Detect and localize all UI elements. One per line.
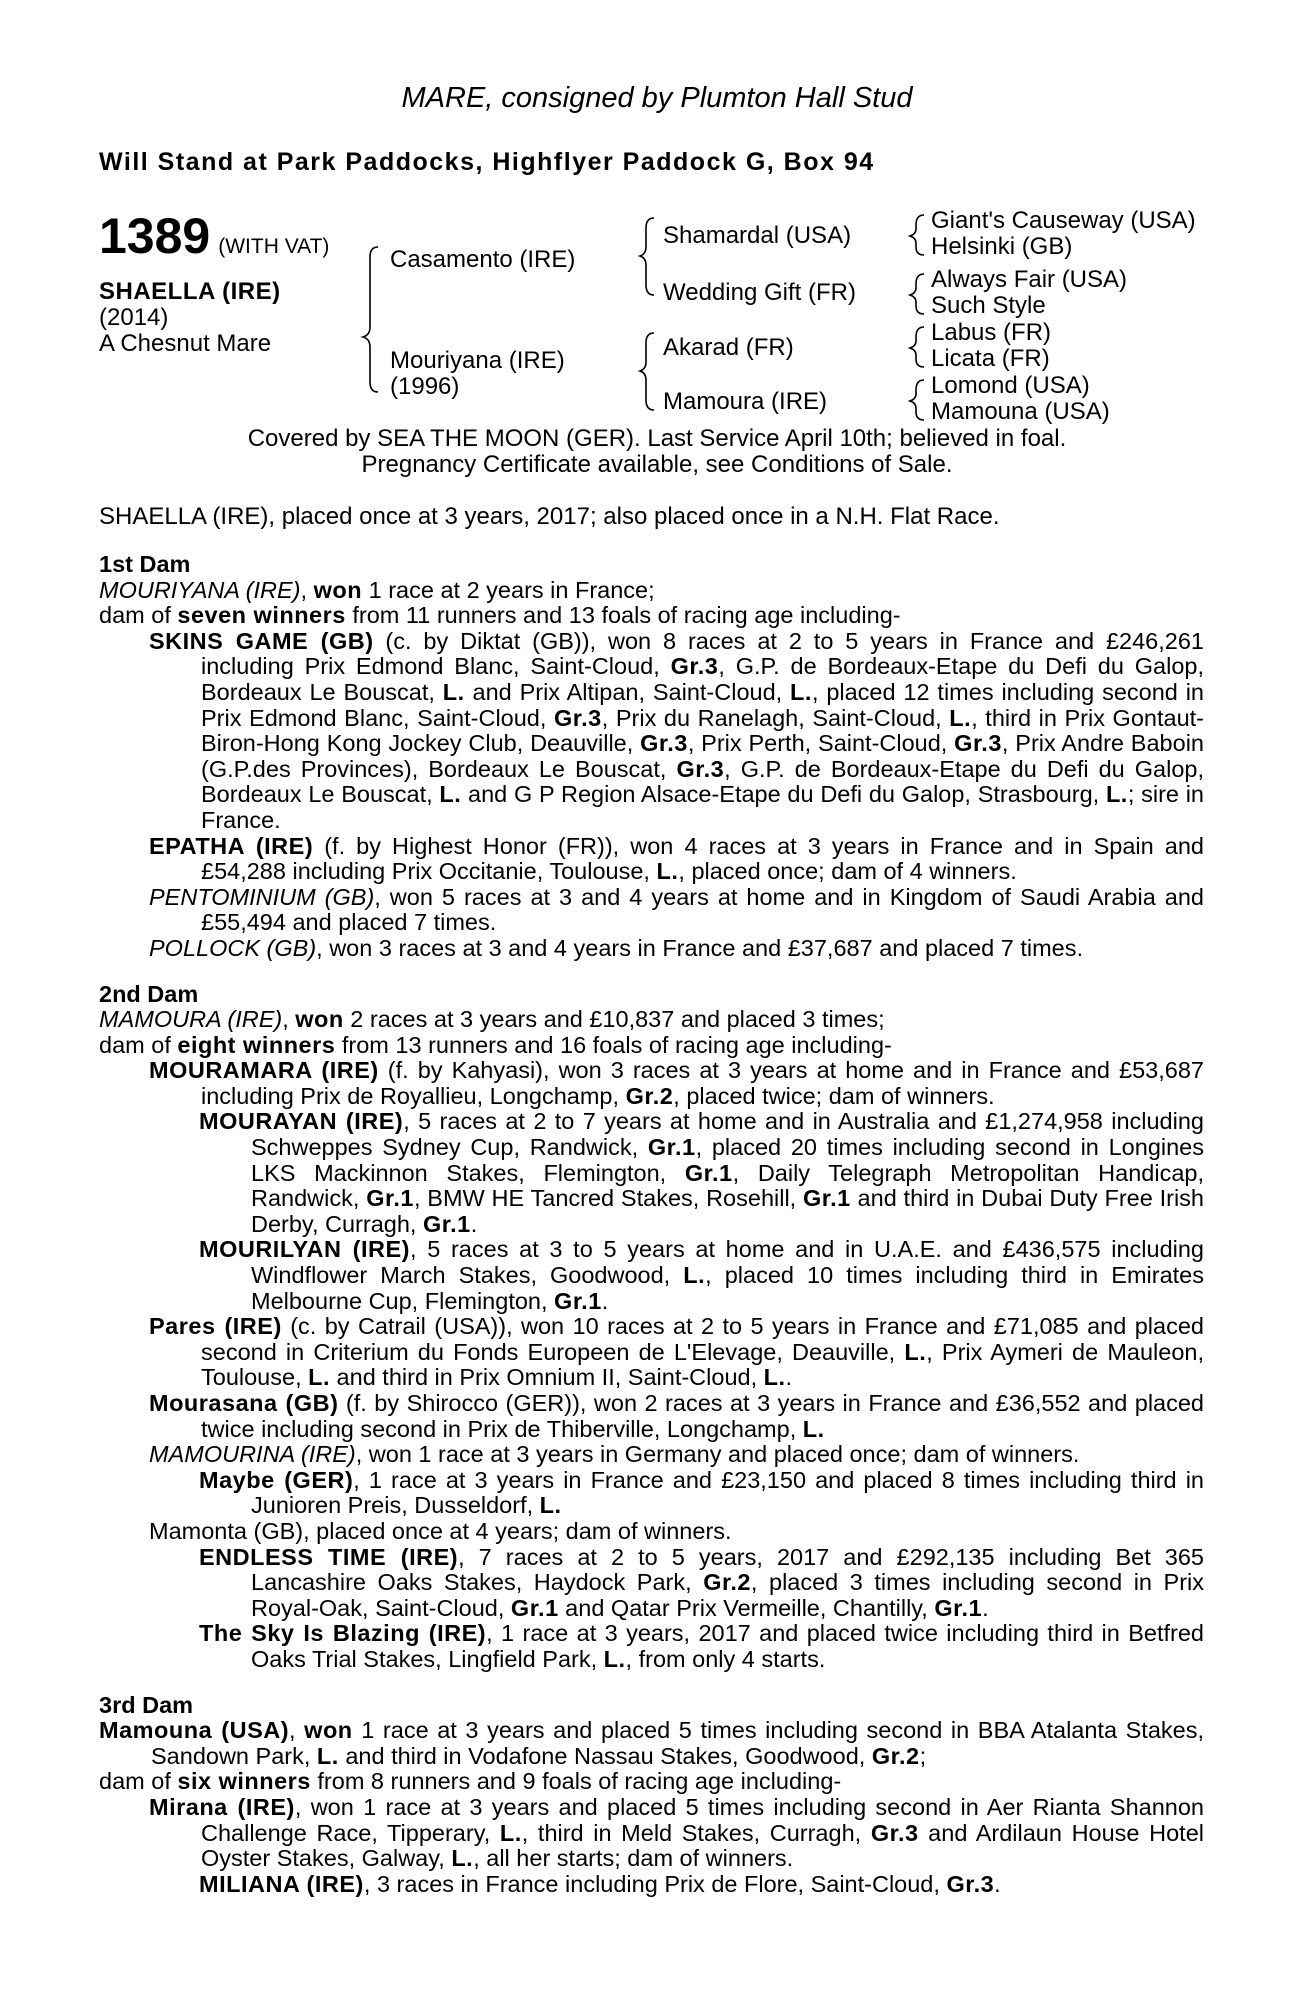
dam-dam-name: Mamoura (IRE) bbox=[663, 388, 828, 415]
great-grandparent-2: Helsinki (GB) bbox=[931, 233, 1073, 260]
great-grandparent-6: Licata (FR) bbox=[931, 345, 1050, 372]
entry-endless-time: ENDLESS TIME (IRE), 7 races at 2 to 5 years, 2017 and £292,135 including Bet 365 Lancashire Oaks Stakes, Haydock Park, Gr.2, placed 3 times including second in Prix Royal-Oak, Saint-Cloud, Gr.1 and Qatar Prix Vermeille, Chantilly, Gr.1. bbox=[199, 1543, 1205, 1621]
race-summary: SHAELLA (IRE), placed once at 3 years, 2017; also placed once in a N.H. Flat Race. bbox=[99, 503, 1000, 530]
entry-maybe: Maybe (GER), 1 race at 3 years in France and £23,150 and placed 8 times including third in Junioren Preis, Dusseldorf, L. bbox=[199, 1466, 1204, 1519]
entry-epatha: EPATHA (IRE) (f. by Highest Honor (FR)), won 4 races at 3 years in France and in Spain and £54,288 including Prix Occitanie, Toulouse, L., placed once; dam of 4 winners. bbox=[149, 832, 1204, 885]
second-dam-produce-line: dam of eight winners from 13 runners and 16 foals of racing age including- bbox=[99, 1031, 892, 1058]
second-dam-heading: 2nd Dam bbox=[99, 980, 199, 1007]
dam-year: (1996) bbox=[390, 373, 460, 400]
entry-mourasana: Mourasana (GB) (f. by Shirocco (GER)), won 2 races at 3 years in France and £36,552 and placed twice including second in Prix de Thiberville, Longchamp, L. bbox=[149, 1390, 1204, 1442]
entry-mamonta: Mamonta (GB), placed once at 4 years; dam of winners. bbox=[149, 1517, 732, 1544]
entry-skins-game: SKINS GAME (GB) (c. by Diktat (GB)), won 8 races at 2 to 5 years in France and £246,261 including Prix Edmond Blanc, Saint-Cloud, Gr.3, G.P. de Bordeaux-Etape du Defi du Galop, Bordeaux Le Bouscat, L. and Prix Altipan, Saint-Cloud, L., placed 12 times including second in Prix Edmond Blanc, Saint-Cloud, Gr.3, Prix du Ranelagh, Saint-Cloud, L., third in Prix Gontaut-Biron-Hong Kong Jockey Club, Deauville, Gr.3, Prix Perth, Saint-Cloud, Gr.3, Prix Andre Baboin (G.P.des Provinces), Bordeaux Le Bouscat, Gr.3, G.P. de Bordeaux-Etape du Defi du Galop, Bordeaux Le Bouscat, L. and G P Region Alsace-Etape du Defi du Galop, Strasbourg, L.; sire in France. bbox=[149, 627, 1204, 833]
entry-pentominium: PENTOMINIUM (GB), won 5 races at 3 and 4 years at home and in Kingdom of Saudi Arabia and £55,494 and placed 7 times. bbox=[149, 883, 1204, 936]
lot-number: 1389 bbox=[99, 208, 211, 264]
second-dam-line: MAMOURA (IRE), won 2 races at 3 years and £10,837 and placed 3 times; bbox=[99, 1006, 885, 1033]
entry-mouramara: MOURAMARA (IRE) (f. by Kahyasi), won 3 races at 3 years at home and in France and £53,687 including Prix de Royallieu, Longchamp, Gr.2, placed twice; dam of winners. bbox=[149, 1057, 1204, 1109]
entry-mourilyan: MOURILYAN (IRE), 5 races at 3 to 5 years at home and in U.A.E. and £436,575 including Windflower March Stakes, Goodwood, L., placed 10 times including third in Emirates Melbourne Cup, Flemington, Gr.1. bbox=[199, 1236, 1205, 1314]
catalogue-body bbox=[99, 552, 1204, 1897]
covering-info: Covered by SEA THE MOON (GER). Last Service April 10th; believed in foal. bbox=[247, 425, 1067, 452]
third-dam-produce-line: dam of six winners from 8 runners and 9 foals of racing age including- bbox=[99, 1768, 842, 1795]
first-dam-heading: 1st Dam bbox=[99, 551, 191, 577]
stand-location: Will Stand at Park Paddocks, Highflyer Paddock G, Box 94 bbox=[99, 148, 875, 176]
sire-name: Casamento (IRE) bbox=[390, 246, 576, 273]
pregnancy-info: Pregnancy Certificate available, see Conditions of Sale. bbox=[361, 451, 953, 478]
entry-miliana: MILIANA (IRE), 3 races in France including Prix de Flore, Saint-Cloud, Gr.3. bbox=[199, 1870, 1001, 1897]
horse-name: SHAELLA (IRE) bbox=[99, 278, 281, 305]
entry-mourayan: MOURAYAN (IRE), 5 races at 2 to 7 years at home and in Australia and £1,274,958 including Schweppes Sydney Cup, Randwick, Gr.1, placed 20 times including second in Longines LKS Mackinnon Stakes, Flemington, Gr.1, Daily Telegraph Metropolitan Handicap, Randwick, Gr.1, BMW HE Tancred Stakes, Rosehill, Gr.1 and third in Dubai Duty Free Irish Derby, Curragh, Gr.1. bbox=[199, 1108, 1204, 1237]
great-grandparent-1: Giant's Causeway (USA) bbox=[931, 207, 1196, 234]
first-dam-line: MOURIYANA (IRE), won 1 race at 2 years in France; bbox=[99, 576, 655, 603]
first-dam-produce-line: dam of seven winners from 11 runners and 13 foals of racing age including- bbox=[99, 602, 901, 629]
horse-year: (2014) bbox=[99, 304, 169, 331]
great-grandparent-5: Labus (FR) bbox=[931, 319, 1052, 346]
entry-the-sky-is-blazing: The Sky Is Blazing (IRE), 1 race at 3 years, 2017 and placed twice including third in Betfred Oaks Trial Stakes, Lingfield Park, L., from only 4 starts. bbox=[199, 1620, 1204, 1672]
horse-description: A Chesnut Mare bbox=[99, 330, 272, 357]
third-dam-line: Mamouna (USA), won 1 race at 3 years and placed 5 times including second in BBA Atalanta Stakes, Sandown Park, L. and third in Vodafone Nassau Stakes, Goodwood, Gr.2; bbox=[99, 1717, 1204, 1769]
great-grandparent-8: Mamouna (USA) bbox=[931, 398, 1110, 425]
entry-mirana: Mirana (IRE), won 1 race at 3 years and placed 5 times including second in Aer Rianta Shannon Challenge Race, Tipperary, L., third in Meld Stakes, Curragh, Gr.3 and Ardilaun House Hotel Oyster Stakes, Galway, L., all her starts; dam of winners. bbox=[149, 1793, 1204, 1872]
vat-label: (WITH VAT) bbox=[218, 235, 330, 258]
sire-dam-name: Wedding Gift (FR) bbox=[663, 279, 856, 306]
entry-pollock: POLLOCK (GB), won 3 races at 3 and 4 years in France and £37,687 and placed 7 times. bbox=[149, 934, 1083, 961]
entry-mamourina: MAMOURINA (IRE), won 1 race at 3 years in Germany and placed once; dam of winners. bbox=[149, 1441, 1080, 1468]
third-dam-heading: 3rd Dam bbox=[99, 1691, 194, 1718]
dam-sire-name: Akarad (FR) bbox=[663, 334, 794, 361]
great-grandparent-3: Always Fair (USA) bbox=[931, 266, 1128, 293]
dam-name: Mouriyana (IRE) bbox=[390, 347, 565, 374]
entry-pares: Pares (IRE) (c. by Catrail (USA)), won 10 races at 2 to 5 years in France and £71,085 and placed second in Criterium du Fonds Europeen de L'Elevage, Deauville, L., Prix Aymeri de Mauleon, Toulouse, L. and third in Prix Omnium II, Saint-Cloud, L.. bbox=[149, 1313, 1204, 1391]
great-grandparent-4: Such Style bbox=[931, 292, 1046, 319]
great-grandparent-7: Lomond (USA) bbox=[931, 372, 1090, 399]
consignment-title: MARE, consigned by Plumton Hall Stud bbox=[401, 82, 913, 114]
sire-sire-name: Shamardal (USA) bbox=[663, 222, 852, 249]
